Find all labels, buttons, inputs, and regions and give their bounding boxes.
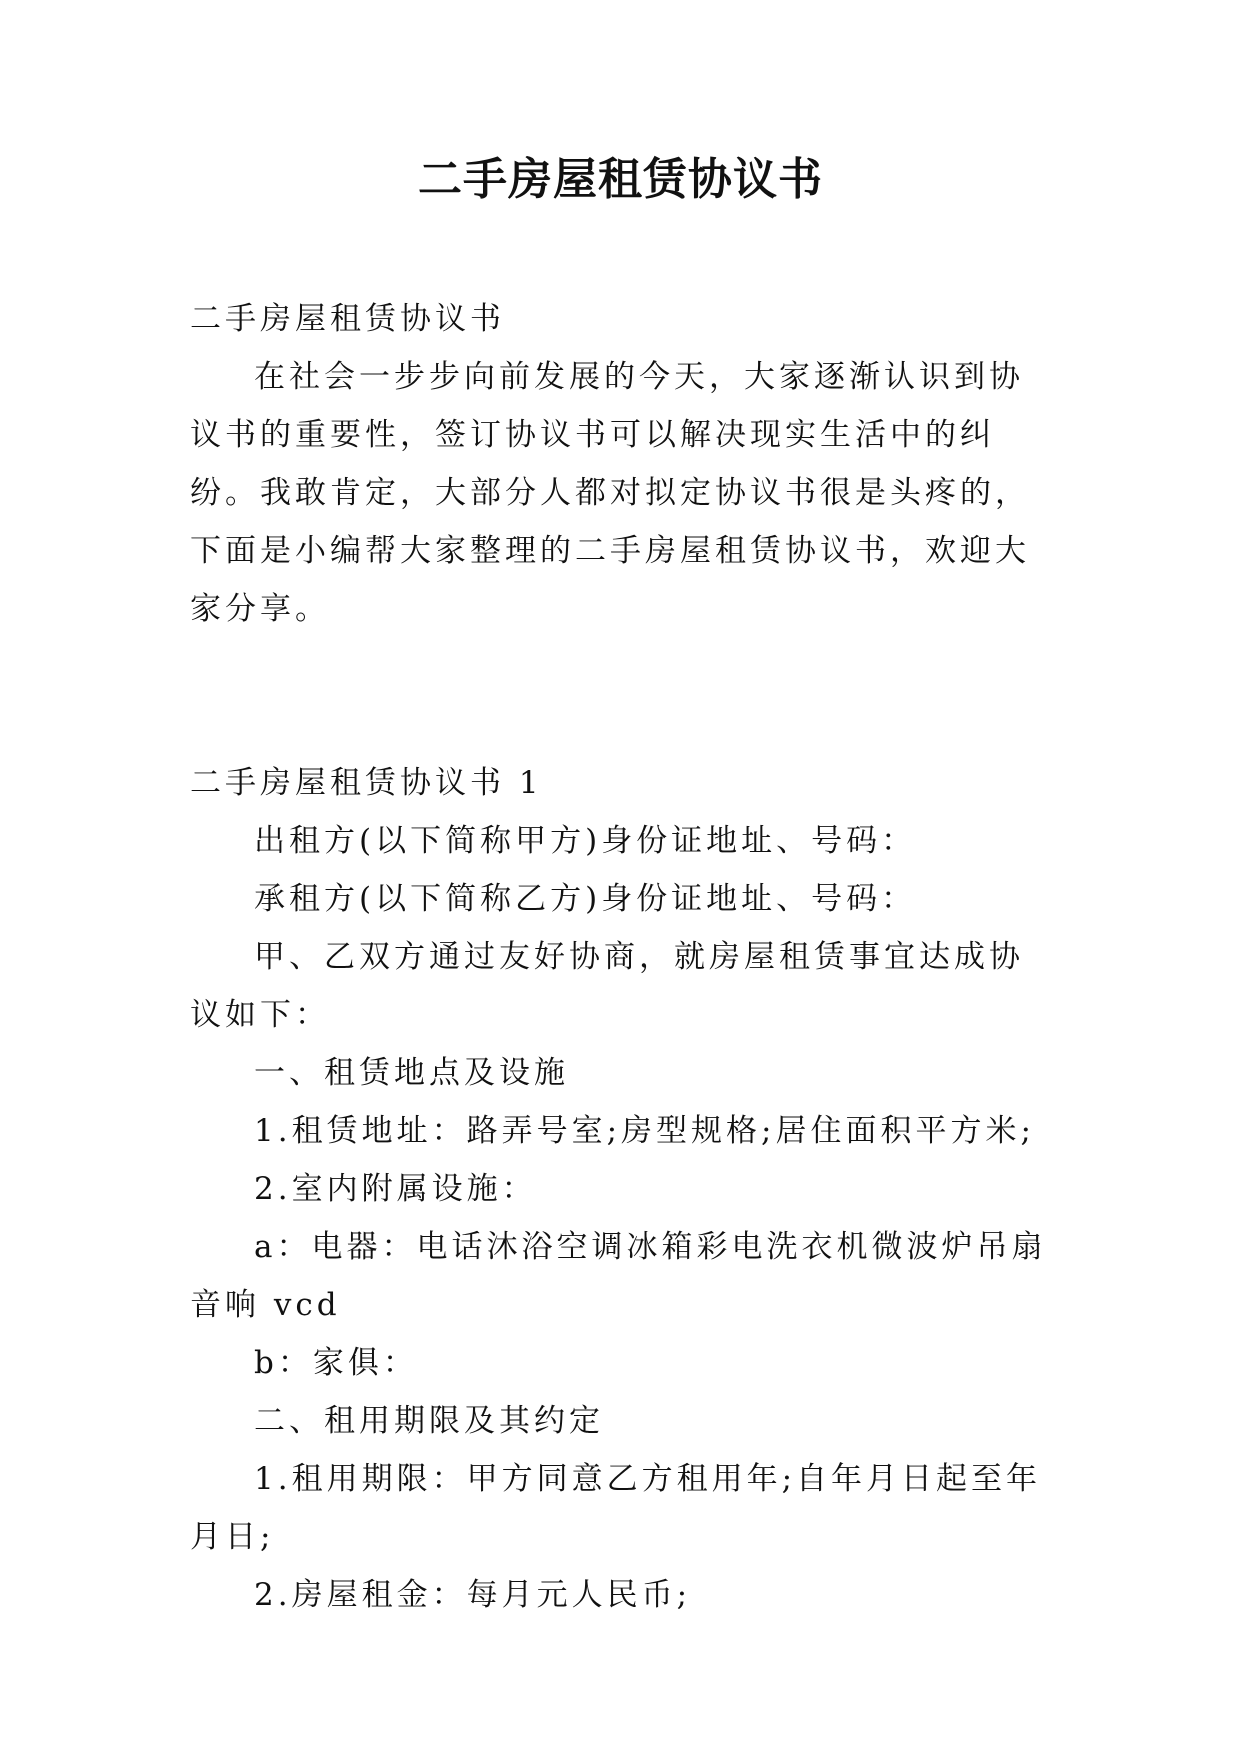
clause-1-title: 一、租赁地点及设施: [254, 1055, 569, 1091]
agreement-paragraph: 甲、乙双方通过友好协商，就房屋租赁事宜达成协议如下：: [190, 939, 1024, 1033]
intro-paragraph: 在社会一步步向前发展的今天，大家逐渐认识到协议书的重要性，签订协议书可以解决现实生活中的纠纷。我敢肯定，大部分人都对拟定协议书很是头疼的，下面是小编帮大家整理的二手房屋租赁协议书，欢迎大家分享。: [190, 359, 1030, 627]
clause-2-2: 2.房屋租金：每月元人民币;: [254, 1577, 692, 1613]
section-heading: 二手房屋租赁协议书 1: [190, 765, 543, 801]
document-body: [190, 290, 1050, 1624]
clause-1-1: 1.租赁地址：路弄号室;房型规格;居住面积平方米;: [254, 1113, 1035, 1149]
clause-1-2-b: b：家俱：: [254, 1345, 418, 1381]
section-gap: [190, 638, 1050, 754]
clause-1-2-a: a：电器：电话沐浴空调冰箱彩电洗衣机微波炉吊扇音响 vcd: [190, 1229, 1047, 1323]
lessee-line: 承租方(以下简称乙方)身份证地址、号码：: [254, 881, 917, 917]
clause-1-2: 2.室内附属设施：: [254, 1171, 537, 1207]
document-title: 二手房屋租赁协议书: [418, 154, 823, 205]
clause-2-1: 1.租用期限：甲方同意乙方租用年;自年月日起至年月日;: [190, 1461, 1042, 1555]
lessor-line: 出租方(以下简称甲方)身份证地址、号码：: [254, 823, 917, 859]
clause-2-title: 二、租用期限及其约定: [254, 1403, 604, 1439]
intro-heading: 二手房屋租赁协议书: [190, 301, 505, 337]
